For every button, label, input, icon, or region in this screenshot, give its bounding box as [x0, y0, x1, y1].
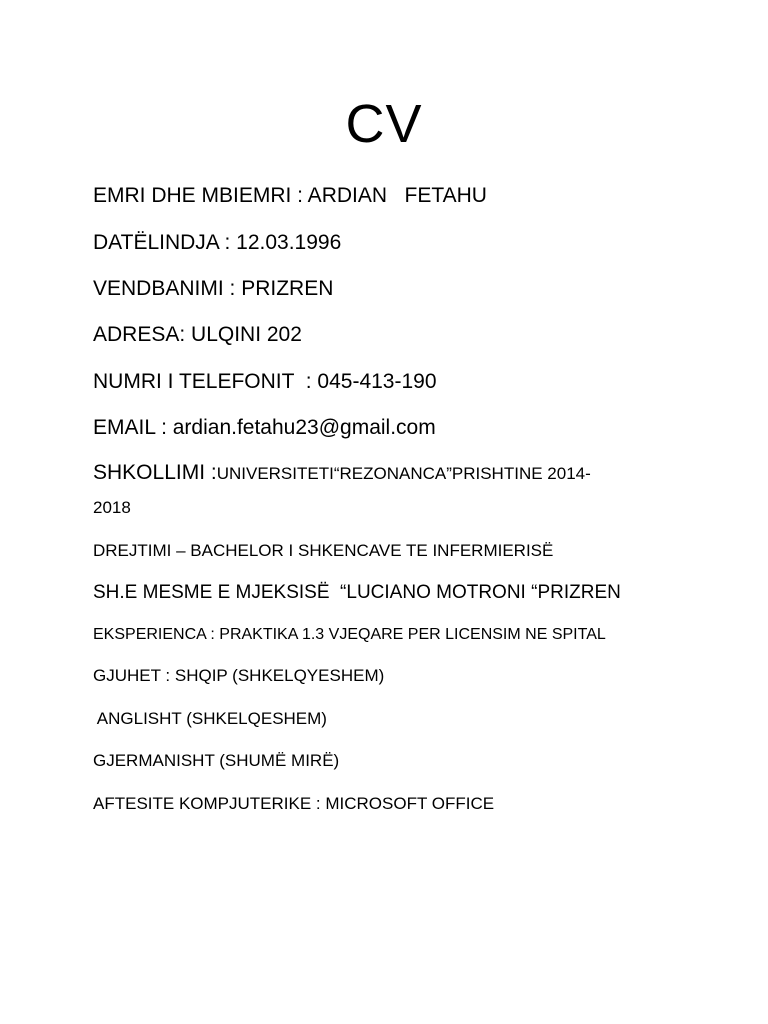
experience-line: EKSPERIENCA : PRAKTIKA 1.3 VJEQARE PER LICENSIM NE SPITAL: [93, 626, 606, 643]
name-line: EMRI DHE MBIEMRI : ARDIAN FETAHU: [93, 184, 487, 207]
phone-line: NUMRI I TELEFONIT : 045-413-190: [93, 370, 437, 393]
english-line: ANGLISHT (SHKELQESHEM): [93, 709, 327, 728]
residence-line: VENDBANIMI : PRIZREN: [93, 277, 334, 300]
email-line: EMAIL : ardian.fetahu23@gmail.com: [93, 416, 436, 439]
birthdate-line: DATËLINDJA : 12.03.1996: [93, 231, 342, 254]
computer-skills-line: AFTESITE KOMPJUTERIKE : MICROSOFT OFFICE: [93, 794, 495, 813]
education-value: UNIVERSITETI“REZONANCA”PRISHTINE 2014-: [216, 464, 591, 483]
direction-line: DREJTIMI – BACHELOR I SHKENCAVE TE INFERMIERISË: [93, 541, 554, 560]
address-line: ADRESA: ULQINI 202: [93, 323, 302, 346]
education-line: [93, 461, 591, 486]
languages-line: GJUHET : SHQIP (SHKELQYESHEM): [93, 666, 385, 685]
education-label: SHKOLLIMI :: [93, 461, 217, 484]
german-line: GJERMANISHT (SHUMË MIRË): [93, 751, 340, 770]
page-title: CV: [345, 94, 423, 154]
high-school-line: SH.E MESME E MJEKSISË “LUCIANO MOTRONI “PRIZREN: [93, 582, 621, 603]
education-continuation: 2018: [93, 498, 131, 517]
